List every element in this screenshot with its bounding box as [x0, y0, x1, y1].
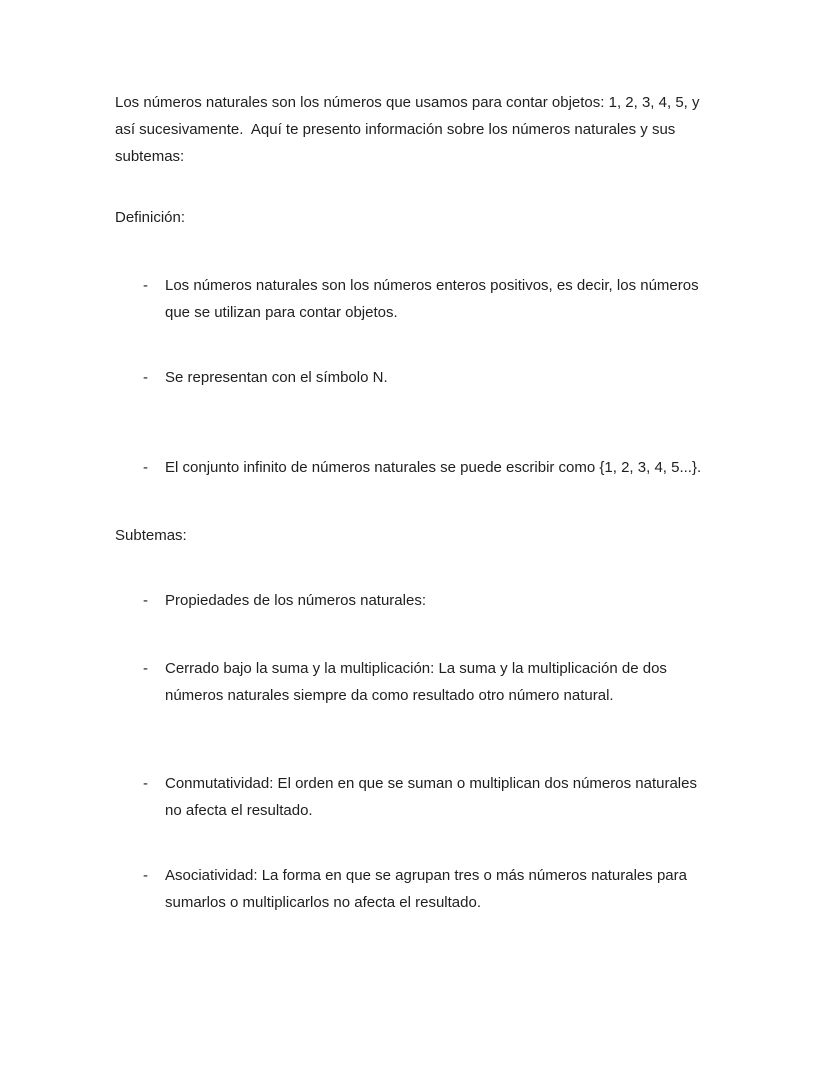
bullet-dash: - — [143, 592, 148, 609]
list-item-text: Asociatividad: La forma en que se agrupan tres o más números naturales para sumarlos o multiplicarlos no afecta el resultado. — [165, 867, 687, 911]
list-item-text: Propiedades de los números naturales: — [165, 592, 426, 609]
list-item-text: Cerrado bajo la suma y la multiplicación: La suma y la multiplicación de dos números naturales siempre da como resultado otro número natural. — [165, 660, 667, 704]
bullet-dash: - — [143, 660, 148, 677]
bullet-dash: - — [143, 277, 148, 294]
list-item-text: Los números naturales son los números enteros positivos, es decir, los números que se utilizan para contar objetos. — [165, 277, 699, 321]
list-item — [115, 655, 715, 709]
bullet-dash: - — [143, 867, 148, 884]
list-item-text: Conmutatividad: El orden en que se suman o multiplican dos números naturales no afecta el resultado. — [165, 775, 697, 819]
document-content — [115, 89, 715, 916]
list-item-text: Se representan con el símbolo N. — [165, 369, 388, 386]
list-item-text: El conjunto infinito de números naturales se puede escribir como {1, 2, 3, 4, 5...}. — [165, 459, 702, 476]
section-heading-definicion: Definición: — [115, 209, 186, 226]
list-item — [115, 770, 715, 824]
section-heading-subtemas: Subtemas: — [115, 527, 187, 544]
bullet-dash: - — [143, 369, 148, 386]
list-item — [115, 272, 715, 326]
list-item — [115, 862, 715, 916]
list-item — [115, 364, 715, 391]
intro-paragraph: Los números naturales son los números que usamos para contar objetos: 1, 2, 3, 4, 5, y así sucesivamente. Aquí te presento información sobre los números naturales y sus subtemas: — [115, 94, 704, 165]
bullet-dash: - — [143, 459, 148, 476]
bullet-dash: - — [143, 775, 148, 792]
list-item — [115, 587, 715, 614]
list-item — [115, 454, 715, 481]
